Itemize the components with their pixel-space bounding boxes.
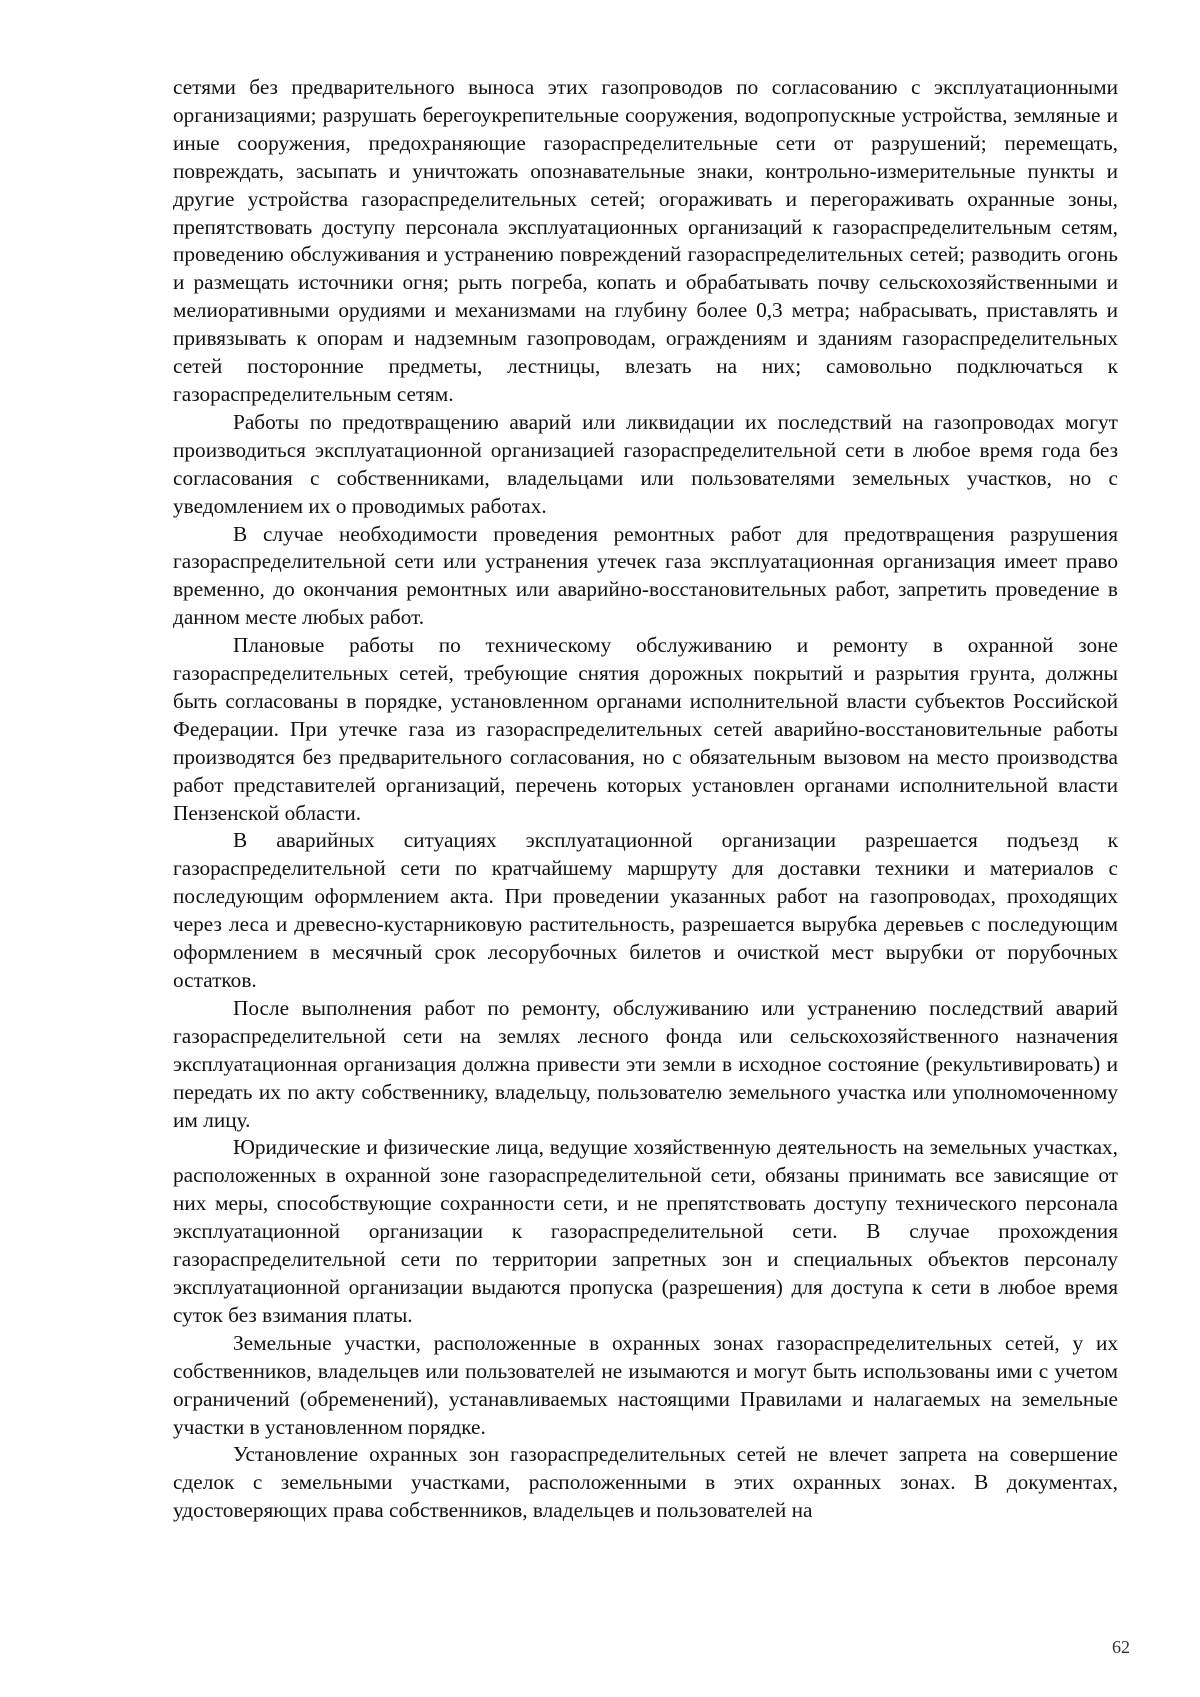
- page-number: 62: [1112, 1637, 1130, 1657]
- document-body: [173, 74, 1118, 1525]
- paragraph-repair-works: В случае необходимости проведения ремонтных работ для предотвращения разрушения газораспределительной сети или устранения утечек газа эксплуатационная организация имеет право временно, до окончания ремонтных или аварийно-восстановительных работ, запретить проведение в данном месте любых работ.: [173, 521, 1118, 630]
- paragraph-emergency-access: В аварийных ситуациях эксплуатационной организации разрешается подъезд к газораспределительной сети по кратчайшему маршруту для доставки техники и материалов с последующим оформлением акта. При проведении указанных работ на газопроводах, проходящих через леса и древесно-кустарниковую растительность, разрешается вырубка деревьев с последующим оформлением в месячный срок лесорубочных билетов и очисткой мест вырубки от порубочных остатков.: [173, 828, 1118, 992]
- paragraph-protection-zones: Установление охранных зон газораспределительных сетей не влечет запрета на совершение сделок с земельными участками, расположенными в этих охранных зонах. В документах, удостоверяющих права собственников, владельцев и пользователей на: [173, 1442, 1118, 1523]
- paragraph-continuation: сетями без предварительного выноса этих газопроводов по согласованию с эксплуатационными организациями; разрушать берегоукрепительные сооружения, водопропускные устройства, земляные и иные сооружения, предохраняющие газораспределительные сети от разрушений; перемещать, повреждать, засыпать и уничтожать опознавательные знаки, контрольно-измерительные пункты и другие устройства газораспределительных сетей; огораживать и перегораживать охранные зоны, препятствовать доступу персонала эксплуатационных организаций к газораспределительным сетям, проведению обслуживания и устранению повреждений газораспределительных сетей; разводить огонь и размещать источники огня; рыть погреба, копать и обрабатывать почву сельскохозяйственными и мелиоративными орудиями и механизмами на глубину более 0,3 метра; набрасывать, приставлять и привязывать к опорам и надземным газопроводам, ограждениям и зданиям газораспределительных сетей посторонние предметы, лестницы, влезать на них; самовольно подключаться к газораспределительным сетям.: [173, 75, 1118, 406]
- paragraph-land-restoration: После выполнения работ по ремонту, обслуживанию или устранению последствий аварий газораспределительной сети на землях лесного фонда или сельскохозяйственного назначения эксплуатационная организация должна привести эти земли в исходное состояние (рекультивировать) и передать их по акту собственнику, владельцу, пользователю земельного участка или уполномоченному им лицу.: [173, 995, 1118, 1132]
- paragraph-land-plots: Земельные участки, расположенные в охранных зонах газораспределительных сетей, у их собственников, владельцев или пользователей не изымаются и могут быть использованы ими с учетом ограничений (обременений), устанавливаемых настоящими Правилами и налагаемых на земельные участки в установленном порядке.: [173, 1330, 1118, 1439]
- paragraph-planned-works: Плановые работы по техническому обслуживанию и ремонту в охранной зоне газораспределительных сетей, требующие снятия дорожных покрытий и разрытия грунта, должны быть согласованы в порядке, установленном органами исполнительной власти субъектов Российской Федерации. При утечке газа из газораспределительных сетей аварийно-восстановительные работы производятся без предварительного согласования, но с обязательным вызовом на место производства работ представителей организаций, перечень которых установлен органами исполнительной власти Пензенской области.: [173, 633, 1118, 825]
- paragraph-legal-entities: Юридические и физические лица, ведущие хозяйственную деятельность на земельных участках, расположенных в охранной зоне газораспределительной сети, обязаны принимать все зависящие от них меры, способствующие сохранности сети, и не препятствовать доступу технического персонала эксплуатационной организации к газораспределительной сети. В случае прохождения газораспределительной сети по территории запретных зон и специальных объектов персоналу эксплуатационной организации выдаются пропуска (разрешения) для доступа к сети в любое время суток без взимания платы.: [173, 1135, 1118, 1327]
- paragraph-emergency-works: Работы по предотвращению аварий или ликвидации их последствий на газопроводах могут производиться эксплуатационной организацией газораспределительной сети в любое время года без согласования с собственниками, владельцами или пользователями земельных участков, но с уведомлением их о проводимых работах.: [173, 409, 1118, 518]
